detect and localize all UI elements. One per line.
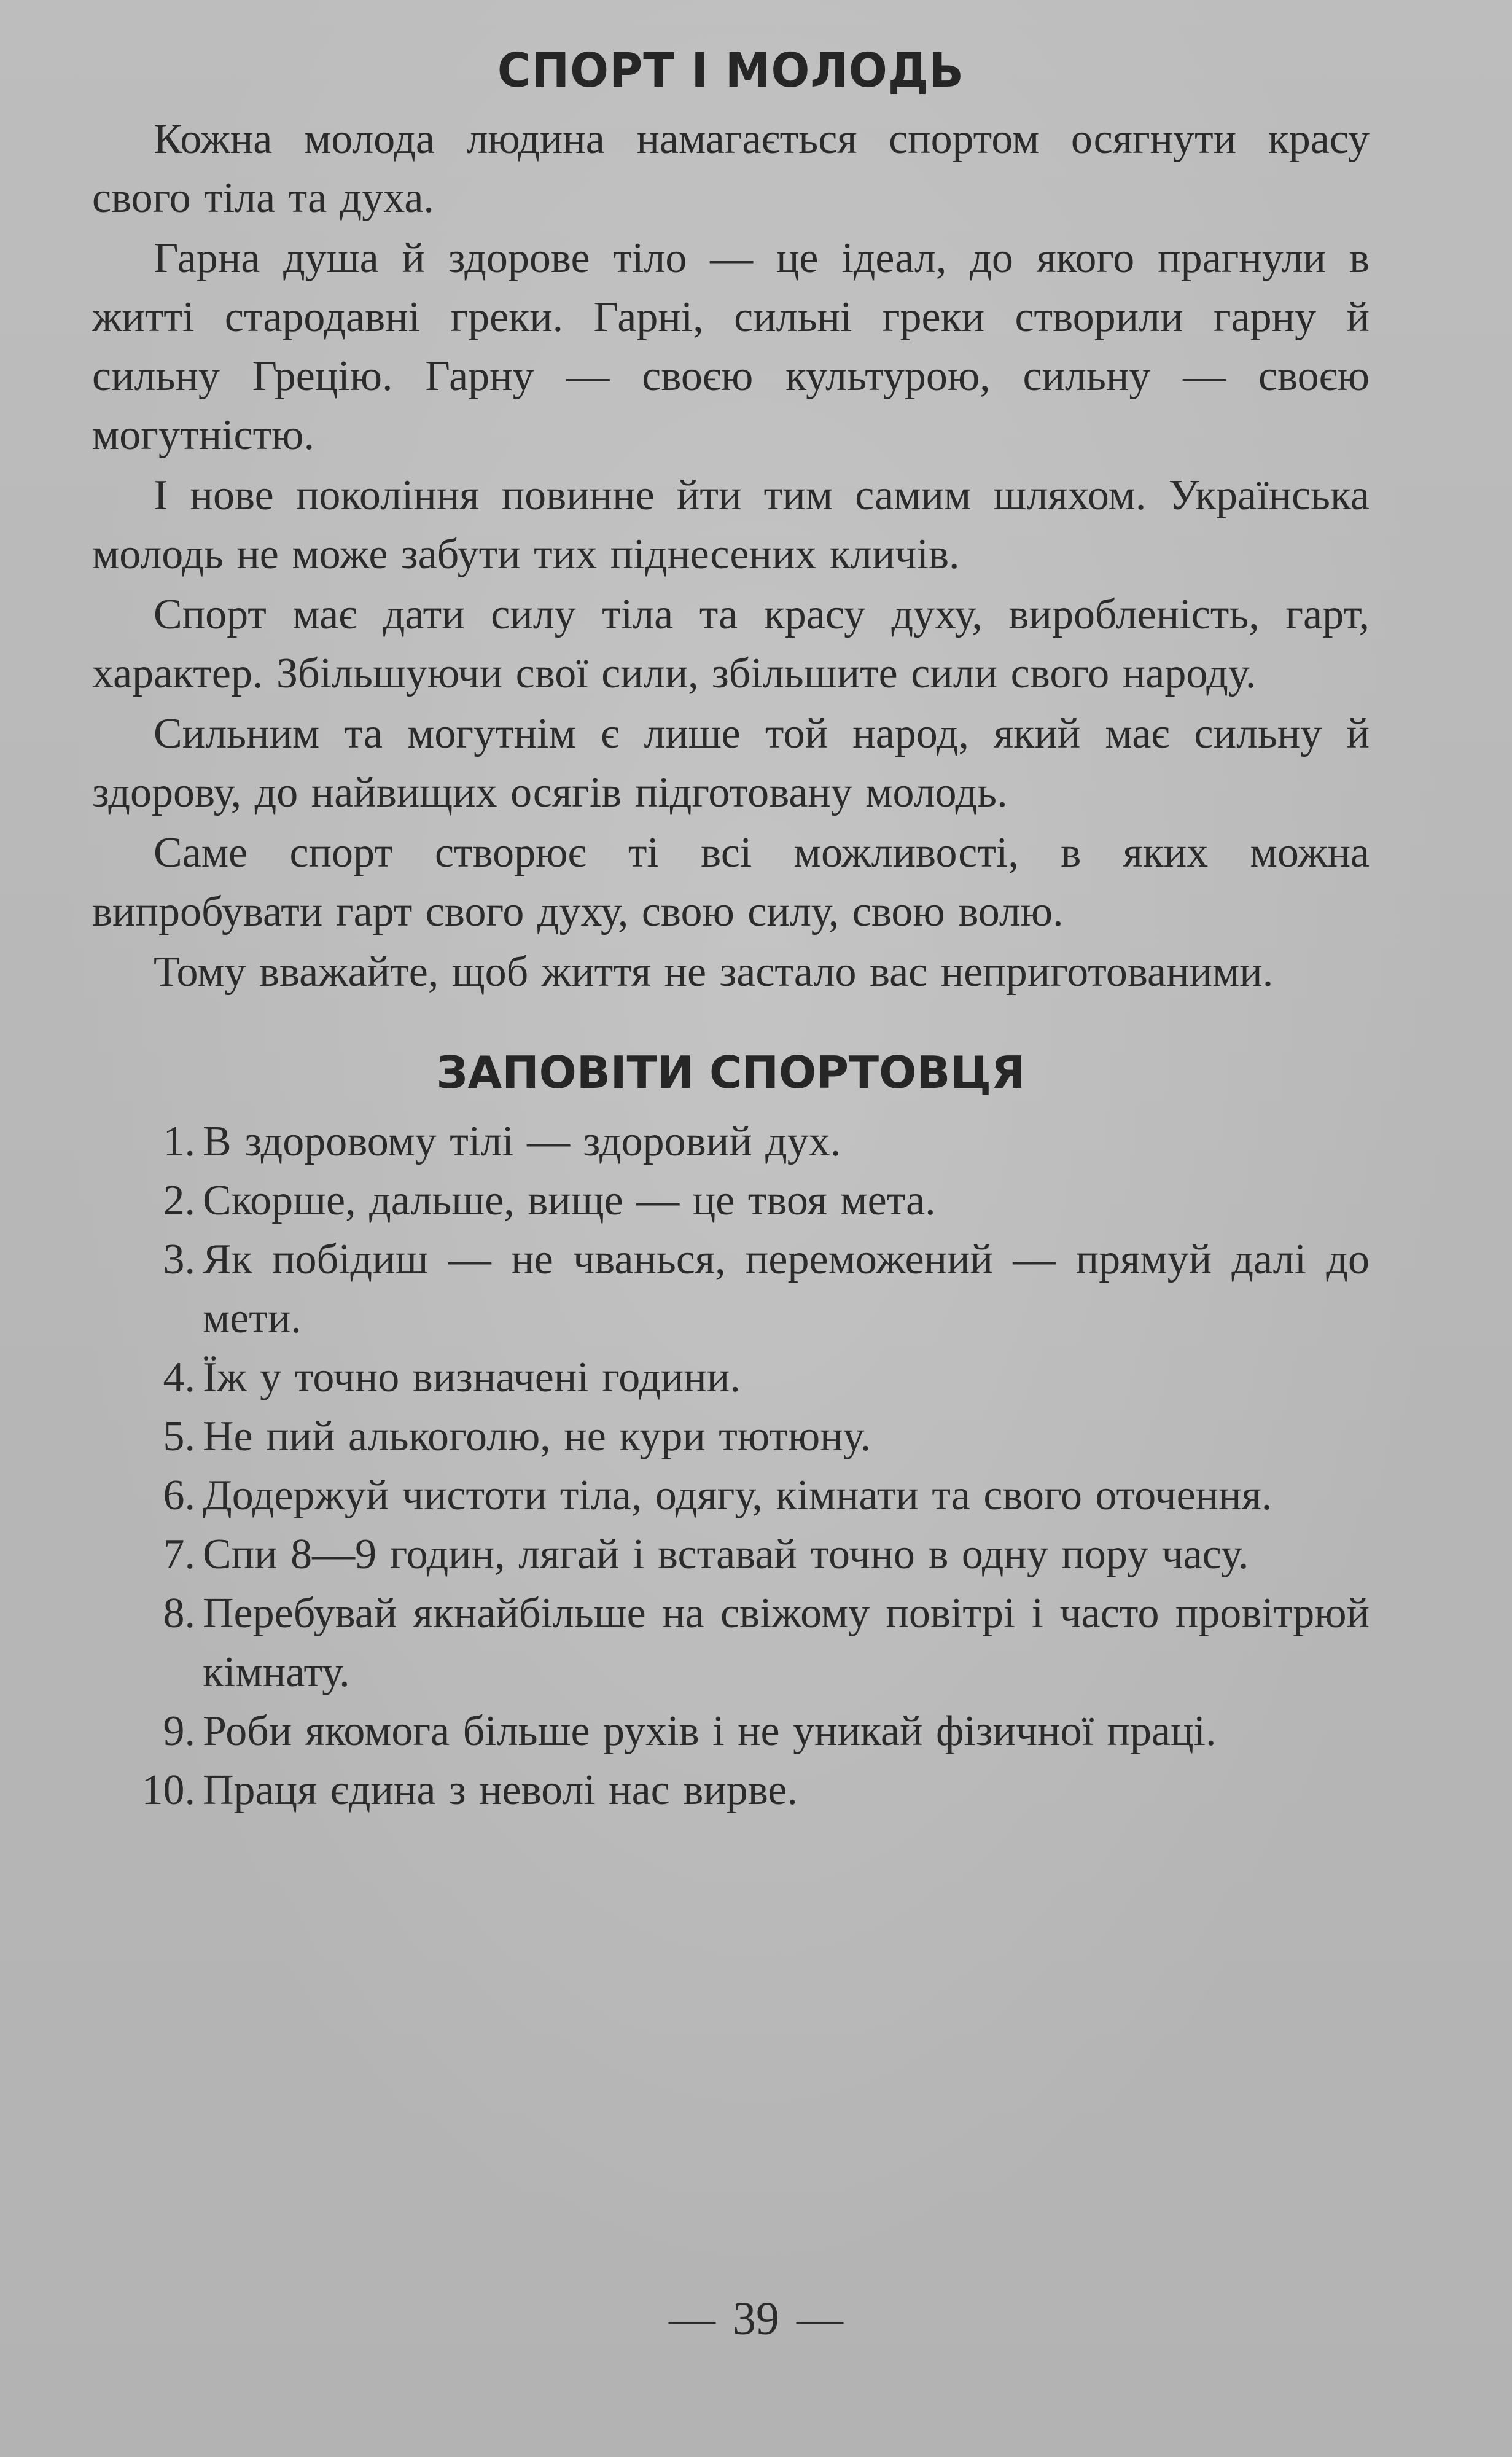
paragraph: Кожна молода людина намагається спортом осягнути красу свого тіла та духа. [92, 115, 1370, 222]
item-text: Додержуй чистоти тіла, одягу, кімнати та свого оточення. [203, 1472, 1272, 1519]
item-text: Праця єдина з неволі нас вирве. [203, 1767, 798, 1814]
list-item [92, 1348, 1370, 1407]
list-item [92, 1466, 1370, 1525]
item-number: 3. [163, 1236, 195, 1283]
essay-body [92, 110, 1370, 1002]
item-number: 1. [163, 1118, 195, 1165]
section-title-athlete-commandments: ЗАПОВІТИ СПОРТОВЦЯ [436, 1047, 1026, 1098]
item-text: Роби якомога більше рухів і не уникай фізичної праці. [203, 1708, 1217, 1755]
page-number-dash-right: — [797, 2293, 843, 2345]
page-number [0, 2285, 1512, 2353]
item-number: 10. [141, 1767, 195, 1814]
item-number: 2. [163, 1177, 195, 1224]
paragraph: І нове покоління повинне йти тим самим шляхом. Українська молодь не може забути тих піднесених кличів. [92, 472, 1370, 578]
commandments-list [92, 1112, 1370, 1820]
item-number: 6. [163, 1472, 195, 1519]
section-title-sport-and-youth: СПОРТ І МОЛОДЬ [497, 42, 965, 99]
item-number: 8. [163, 1590, 195, 1637]
list-item [92, 1407, 1370, 1466]
page-number-dash-left: — [669, 2293, 715, 2345]
item-number: 5. [163, 1413, 195, 1460]
page-number-value: 39 [733, 2293, 779, 2345]
list-item [92, 1230, 1370, 1348]
item-text: Як побідиш — не чванься, переможений — прямуй далі до мети. [203, 1236, 1370, 1342]
list-item [92, 1584, 1370, 1702]
item-text: Спи 8—9 годин, лягай і вставай точно в одну пору часу. [203, 1531, 1249, 1578]
list-item [92, 1112, 1370, 1171]
page-content [92, 34, 1370, 1820]
item-text: Їж у точно визначені години. [203, 1354, 741, 1401]
list-item [92, 1702, 1370, 1761]
paragraph: Тому вважайте, щоб життя не застало вас неприготованими. [154, 948, 1274, 996]
item-text: В здоровому тілі — здоровий дух. [203, 1118, 841, 1165]
list-item [92, 1525, 1370, 1584]
paragraph: Гарна душа й здорове тіло — це ідеал, до якого прагнули в житті стародавні греки. Гарні, сильні греки створили гарну й сильну Грецію. Гарну — своєю культурою, сильну — своєю могутністю. [92, 235, 1370, 459]
list-item [92, 1761, 1370, 1820]
paragraph: Сильним та могутнім є лише той народ, який має сильну й здорову, до найвищих осягів підготовану молодь. [92, 710, 1370, 816]
item-number: 9. [163, 1708, 195, 1755]
item-text: Скорше, дальше, вище — це твоя мета. [203, 1177, 936, 1224]
paragraph: Спорт має дати силу тіла та красу духу, виробленість, гарт, характер. Збільшуючи свої сили, збільшите сили свого народу. [92, 591, 1370, 697]
item-number: 7. [163, 1531, 195, 1578]
item-text: Не пий алькоголю, не кури тютюну. [203, 1413, 871, 1460]
item-number: 4. [163, 1354, 195, 1401]
paragraph: Саме спорт створює ті всі можливості, в яких можна випробувати гарт свого духу, свою силу, свою волю. [92, 829, 1370, 936]
list-item [92, 1171, 1370, 1230]
item-text: Перебувай якнайбільше на свіжому повітрі і часто провітрюй кімнату. [203, 1590, 1370, 1696]
